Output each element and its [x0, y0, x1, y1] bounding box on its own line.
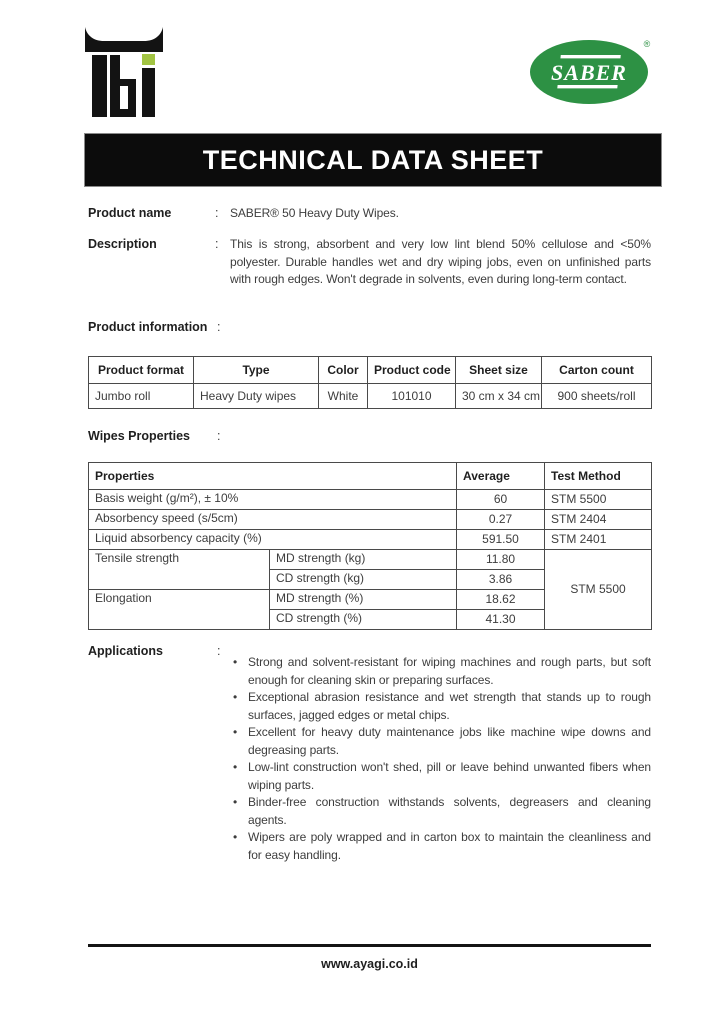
saber-bottom-bar — [557, 85, 617, 88]
cell-sheet-size: 30 cm x 34 cm — [456, 384, 542, 409]
cell-md-strength-pct: MD strength (%) — [270, 590, 457, 610]
cell-liquid-absorbency: Liquid absorbency capacity (%) — [89, 530, 457, 550]
list-item — [230, 689, 651, 724]
product-name-value: SABER® 50 Heavy Duty Wipes. — [230, 206, 399, 220]
table-row — [89, 530, 652, 550]
bullet-icon: • — [233, 795, 238, 809]
product-information-label: Product information — [88, 320, 208, 334]
bullet-text: Strong and solvent-resistant for wiping machines and rough parts, but soft enough for cleaning skin or preparing surfaces. — [248, 655, 651, 687]
website-url: www.ayagi.co.id — [321, 957, 418, 971]
cell-md-strength-kg-average: 11.80 — [457, 550, 545, 570]
cell-cd-strength-kg-average: 3.86 — [457, 570, 545, 590]
description-label: Description — [88, 237, 157, 251]
product-name-row — [88, 205, 651, 223]
bullet-text: Exceptional abrasion resistance and wet strength that stands up to rough surfaces, jagged edges or metal chips. — [248, 690, 651, 722]
bullet-icon: • — [233, 830, 238, 844]
list-item — [230, 759, 651, 794]
tgi-logo — [85, 27, 163, 117]
table-row — [89, 550, 652, 570]
bullet-icon: • — [233, 655, 238, 669]
wipes-properties-label: Wipes Properties — [88, 429, 191, 443]
cell-tensile-strength-group: Tensile strength — [89, 550, 270, 590]
cell-strength-test-method: STM 5500 — [545, 550, 652, 630]
tgi-green-accent — [142, 54, 155, 65]
bullet-icon: • — [233, 725, 238, 739]
bullet-icon: • — [233, 760, 238, 774]
col-carton-count: Carton count — [542, 357, 652, 384]
saber-top-bar — [560, 55, 620, 58]
cell-type: Heavy Duty wipes — [194, 384, 319, 409]
saber-wordmark: SABER — [551, 60, 627, 85]
wipes-properties-row — [88, 428, 651, 446]
cell-cd-strength-kg: CD strength (kg) — [270, 570, 457, 590]
applications-colon: : — [217, 644, 221, 658]
page-title: TECHNICAL DATA SHEET — [202, 144, 544, 175]
tgi-letter-g-arm — [118, 79, 136, 86]
table-row — [89, 510, 652, 530]
cell-product-code: 101010 — [368, 384, 456, 409]
col-test-method: Test Method — [545, 463, 652, 490]
tgi-letter-t-stem — [92, 55, 107, 117]
wipes-properties-colon: : — [217, 429, 221, 443]
product-information-data-row — [89, 384, 652, 409]
tgi-horns-bar — [85, 27, 163, 52]
table-row — [89, 490, 652, 510]
product-name-label: Product name — [88, 206, 172, 220]
col-sheet-size: Sheet size — [456, 357, 542, 384]
description-text: This is strong, absorbent and very low lint blend 50% cellulose and <50% polyester. Durable handles wet and dry wiping jobs, even on unfinished parts with rough edges. Won't degrade in solvents, even during long-term contact. — [230, 237, 651, 286]
cell-absorbency-speed-average: 0.27 — [457, 510, 545, 530]
saber-registered-mark: ® — [643, 39, 651, 49]
list-item — [230, 654, 651, 689]
title-banner — [84, 133, 662, 187]
cell-basis-weight-method: STM 5500 — [545, 490, 652, 510]
product-information-table — [88, 356, 652, 409]
tgi-letter-i-stem — [142, 68, 155, 117]
applications-bullet-list — [230, 654, 651, 864]
bullet-icon: • — [233, 690, 238, 704]
cell-liquid-absorbency-method: STM 2401 — [545, 530, 652, 550]
saber-logo — [529, 37, 653, 105]
wipes-properties-table — [88, 462, 652, 630]
description-colon: : — [215, 237, 219, 251]
bullet-text: Binder-free construction withstands solvents, degreasers and cleaning agents. — [248, 795, 651, 827]
bullet-text: Excellent for heavy duty maintenance jobs like machine wipe downs and degreasing parts. — [248, 725, 651, 757]
col-color: Color — [319, 357, 368, 384]
list-item — [230, 829, 651, 864]
col-product-format: Product format — [89, 357, 194, 384]
bullet-text: Wipers are poly wrapped and in carton box to maintain the cleanliness and for easy handling. — [248, 830, 651, 862]
col-type: Type — [194, 357, 319, 384]
col-product-code: Product code — [368, 357, 456, 384]
cell-cd-strength-pct: CD strength (%) — [270, 610, 457, 630]
cell-md-strength-pct-average: 18.62 — [457, 590, 545, 610]
product-name-colon: : — [215, 206, 219, 220]
cell-cd-strength-pct-average: 41.30 — [457, 610, 545, 630]
cell-absorbency-speed: Absorbency speed (s/5cm) — [89, 510, 457, 530]
col-properties: Properties — [89, 463, 457, 490]
cell-carton-count: 900 sheets/roll — [542, 384, 652, 409]
product-information-row — [88, 319, 651, 337]
cell-absorbency-speed-method: STM 2404 — [545, 510, 652, 530]
cell-elongation-group: Elongation — [89, 590, 270, 630]
list-item — [230, 724, 651, 759]
col-average: Average — [457, 463, 545, 490]
cell-basis-weight: Basis weight (g/m²), ± 10% — [89, 490, 457, 510]
cell-product-format: Jumbo roll — [89, 384, 194, 409]
product-information-colon: : — [217, 320, 221, 334]
wipes-properties-header-row — [89, 463, 652, 490]
list-item — [230, 794, 651, 829]
cell-basis-weight-average: 60 — [457, 490, 545, 510]
product-information-header-row — [89, 357, 652, 384]
description-row — [88, 236, 651, 289]
cell-md-strength-kg: MD strength (kg) — [270, 550, 457, 570]
footer-divider — [88, 944, 651, 947]
bullet-text: Low-lint construction won't shed, pill or leave behind unwanted fibers when wiping parts. — [248, 760, 651, 792]
applications-label: Applications — [88, 644, 164, 658]
cell-liquid-absorbency-average: 591.50 — [457, 530, 545, 550]
cell-color: White — [319, 384, 368, 409]
